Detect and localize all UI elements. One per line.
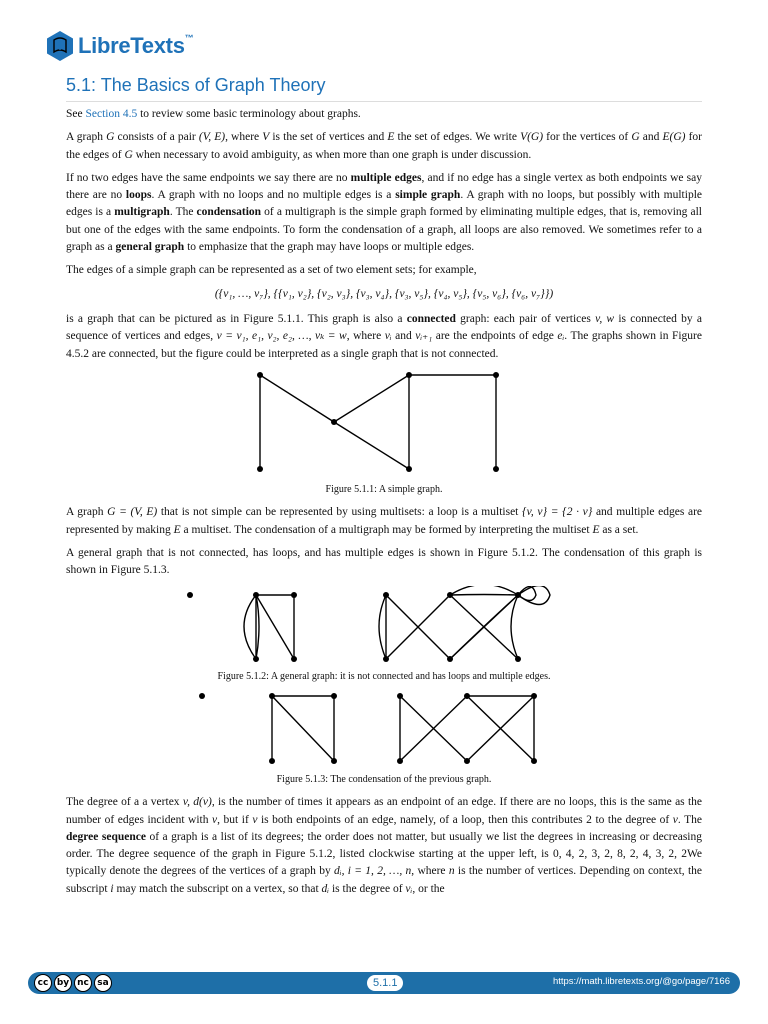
figure-caption: Figure 5.1.1: A simple graph. <box>325 484 443 496</box>
figure-caption: Figure 5.1.3: The condensation of the previous graph. <box>276 773 492 785</box>
title-divider <box>66 101 702 102</box>
sa-icon: sa <box>94 974 112 992</box>
paragraph-edges: The edges of a simple graph can be represented as a set of two element sets; for example, <box>66 264 477 277</box>
logo-text[interactable]: LibreTexts™ <box>78 33 194 58</box>
paragraph-general-graph: A general graph that is not connected, has loops, and has multiple edges is shown in Figure 5.1.2. The condensation of this graph is shown in Figure 5.1.3. <box>66 547 703 577</box>
figure-caption: Figure 5.1.2: A general graph: it is not connected and has loops and multiple edges. <box>217 670 551 682</box>
license-badges[interactable] <box>34 974 112 992</box>
nc-icon: nc <box>74 974 92 992</box>
paragraph-degree: The degree of a a vertex v, d(v), is the number of times it appears as an endpoint of an edge. If there are no loops, this is the same as the number of edges incident with v, but if v is both endpoints of an edge, namely, of a loop, then this contributes 2 to the degree of v. The degree sequence of a graph is a list of its degrees; the order does not matter, but usually we list the degrees in increasing or decreasing order. The degree sequence of the graph in Figure 5.1.2, listed clockwise starting at the upper left, is 0, 4, 2, 3, 2, 8, 2, 4, 3, 2, 2We typically denote the degrees of the vertices of a graph by dᵢ, i = 1, 2, …, n, where n is the number of vertices. Depending on context, the subscript i may match the subscript on a vertex, so that dᵢ is the degree of vᵢ, or the <box>66 796 703 895</box>
figure-condensation <box>66 691 702 771</box>
page-footer <box>28 972 740 994</box>
figure-simple-graph <box>66 369 702 481</box>
page-title: 5.1: The Basics of Graph Theory <box>66 75 326 95</box>
edge-set-equation: ({v₁, …, v₇}, {{v₁, v₂}, {v₂, v₃}, {v₃, v₄}, {v₃, v₅}, {v₄, v₅}, {v₅, v₆}, {v₆, v₇}}) <box>214 287 554 300</box>
page-url[interactable]: https://math.libretexts.org/@go/page/7166 <box>552 976 730 987</box>
paragraph-connected: is a graph that can be pictured as in Figure 5.1.1. This graph is also a connected graph: each pair of vertices v, w is connected by a sequence of vertices and edges, v = v₁, e₁, v₂, e₂, …, vₖ = w, where vᵢ and vᵢ₊₁ are the endpoints of edge eᵢ. The graphs shown in Figure 4.5.2 are connected, but the figure could be interpreted as a single graph that is not connected. <box>66 312 702 360</box>
site-header <box>46 26 193 66</box>
page-number: 5.1.1 <box>367 975 403 991</box>
paragraph-multiset: A graph G = (V, E) that is not simple can be represented by using multisets: a loop is a multiset {v, v} = {2 · v} and multiple edges are represented by making E a multiset. The condensation of a multigraph may be formed by interpreting the multiset E as a set. <box>66 506 703 536</box>
figure-general-graph <box>66 586 702 668</box>
article-body <box>66 106 702 904</box>
paragraph-intro: See Section 4.5 to review some basic terminology about graphs. <box>66 108 361 120</box>
paragraph-definition: A graph G consists of a pair (V, E), where V is the set of vertices and E the set of edges. We write V(G) for the vertices of G and E(G) for the edges of G when necessary to avoid ambiguity, as when more than one graph is under discussion. <box>66 131 702 161</box>
paragraph-multigraph: If no two edges have the same endpoints we say there are no multiple edges, and if no edge has a single vertex as both endpoints we say there are no loops. A graph with no loops and no multiple edges is a simple graph. A graph with no loops, but possibly with multiple edges is a multigraph. The condensation of a multigraph is the simple graph formed by eliminating multiple edges, that is, removing all but one of the edges with the same endpoints. To form the condensation of a graph, all loops are also removed. We sometimes refer to a graph as a general graph to emphasize that the graph may have loops or multiple edges. <box>66 171 702 254</box>
libretexts-logo-icon[interactable] <box>46 30 74 62</box>
cc-icon: cc <box>34 974 52 992</box>
section-link[interactable]: Section 4.5 <box>85 108 138 120</box>
by-icon: by <box>54 974 72 992</box>
